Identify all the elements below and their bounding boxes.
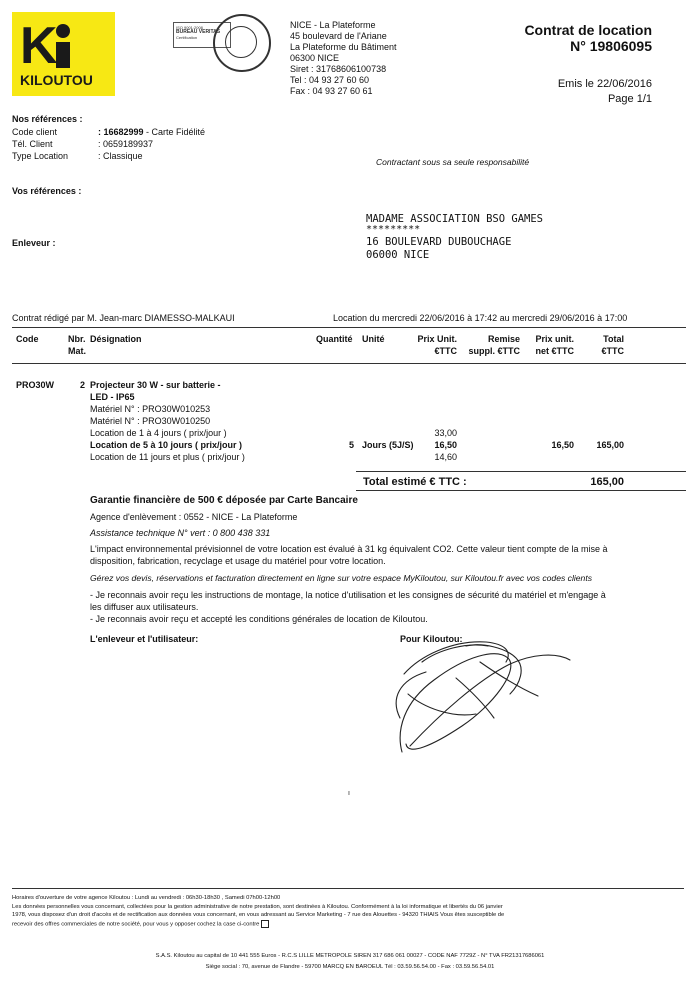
row-nbr: 2 [80,380,86,390]
contract-number: N° 19806095 [570,38,652,54]
guarantee: Garantie financière de 500 € déposée par Carte Bancaire [90,495,358,506]
our-references-heading: Nos références : [12,114,83,124]
certification-seal-icon [213,14,271,72]
company-info: S.A.S. Kiloutou au capital de 10 441 555 Euros - R.C.S LILLE METROPOLE SIREN 317 686 061 00027 - CODE NAF 7729Z - N° TVA FR21317686061 [155,953,545,959]
row-designation: Projecteur 30 W - sur batterie - [90,380,221,390]
row-net: 16,50 [551,440,574,450]
environmental-impact: L'impact environnemental prévisionnel de votre location est évalué à 31 kg équivalent CO2. Cette valeur tient compte de la mise à [90,544,608,554]
dot-mark: ı [348,790,350,797]
agency-name: NICE - La Plateforme [290,20,376,30]
client-city: 06000 NICE [366,249,430,261]
row-code: PRO30W [16,380,55,390]
row-quantite: 5 [348,440,354,450]
your-references-heading: Vos références : [12,186,82,196]
cert-line: BUREAU VERITAS [176,29,221,35]
row-total: 165,00 [596,440,624,450]
agency-tel: Tel : 04 93 27 60 60 [290,75,370,85]
agency-line: La Plateforme du Bâtiment [290,42,397,52]
acknowledge-instructions-2: les diffuser aux utilisateurs. [90,602,199,612]
col-unite: Unité [362,334,385,344]
logo-dot-icon [56,24,70,38]
kiloutou-logo [12,12,115,96]
agency-siret: Siret : 31768606100738 [290,64,387,74]
logo-bar-icon [56,42,70,68]
logo-word: KILOUTOU [20,72,93,88]
redacted-by: Contrat rédigé par M. Jean-marc DIAMESSO-MALKAUI [12,313,235,323]
col-net-unit: net €TTC [535,346,574,356]
table-header-rule [12,363,686,364]
row-designation-2: LED - IP65 [90,392,135,402]
col-total: Total [603,334,624,344]
marketing-optout-checkbox[interactable] [261,920,269,928]
client-tel-label: Tél. Client [12,139,53,149]
privacy-notice: Les données personnelles vous concernant, collectées pour la gestion administrative de notre prestation, sont destinées à Kiloutou. Conformément à la loi informatique et libertés du 06 janvier [12,904,503,910]
row-price-3: 14,60 [434,452,457,462]
col-quantite: Quantité [316,334,353,344]
col-mat: Mat. [68,346,86,356]
enleveur-label: Enleveur : [12,238,56,248]
location-type-value: : Classique [98,151,143,161]
total-rule-bottom [356,490,686,491]
agency-line: 06300 NICE [290,53,340,63]
contractant-note: Contractant sous sa seule responsabilité [376,157,530,167]
footer-rule [12,888,684,889]
header-rule [12,327,686,328]
row-unite: Jours (5J/S) [362,440,414,450]
client-street: 16 BOULEVARD DUBOUCHAGE [366,236,512,248]
pickup-agency: Agence d'enlèvement : 0552 - NICE - La Plateforme [90,512,298,522]
opening-hours: Horaires d'ouverture de votre agence Kiloutou : Lundi au vendredi : 06h30-18h30 , Samedi 07h00-12h00 [12,895,281,901]
col-net: Prix unit. [535,334,574,344]
agency-fax: Fax : 04 93 27 60 61 [290,86,373,96]
col-remise-unit: suppl. €TTC [468,346,520,356]
agency-line: 45 boulevard de l'Ariane [290,31,387,41]
emission-date: Emis le 22/06/2016 [557,78,652,90]
client-tel-value: : 0659189937 [98,139,154,149]
col-prix-unit: €TTC [434,346,457,356]
location-type-label: Type Location [12,151,69,161]
client-code-value: : 16682999 - Carte Fidélité [98,127,206,137]
client-name: MADAME ASSOCIATION BSO GAMES [366,213,544,225]
row-price-2: 16,50 [434,440,457,450]
agency-address [290,20,397,97]
rental-period: Location du mercredi 22/06/2016 à 17:42 au mercredi 29/06/2016 à 17:00 [333,313,628,323]
privacy-notice-2: 1978, vous disposez d'un droit d'accès et de rectification aux données vous concernant, en vous adressant au Service Marketing - 7 rue des Alouettes - 94320 THIAIS Vous êtes susceptible de [12,912,505,918]
col-code: Code [16,334,39,344]
row-tariff-1: Location de 1 à 4 jours ( prix/jour ) [90,428,227,438]
privacy-notice-3: recevoir des offres commerciales de notre société, pour vous y opposer cochez la case ci-contre [12,920,269,929]
row-materiel: Matériel N° : PRO30W010253 [90,404,211,414]
mykiloutou-note: Gérez vos devis, réservations et facturation directement en ligne sur votre espace MyKiloutou, sur Kiloutou.fr avec vos codes clients [90,573,593,583]
logo-mark: K [20,17,54,75]
row-tariff-2: Location de 5 à 10 jours ( prix/jour ) [90,440,243,450]
col-remise: Remise [487,334,520,344]
total-label: Total estimé € TTC : [363,476,467,488]
acknowledge-instructions: - Je reconnais avoir reçu les instructions de montage, la notice d'utilisation et les consignes de sécurité du matériel et m'engage à [90,590,606,600]
cert-line: ISO 9001:2008 [176,25,203,30]
signature-icon [360,634,610,766]
contract-title: Contrat de location [524,22,652,38]
col-nbr: Nbr. [68,334,86,344]
environmental-impact-2: disposition, fabrication, recyclage et usage du matériel pour votre location. [90,556,386,566]
client-code-label: Code client [12,127,58,137]
cert-line: Certification [176,35,198,40]
row-tariff-3: Location de 11 jours et plus ( prix/jour ) [90,452,245,462]
client-stars: ********* [366,224,421,235]
col-prix: Prix Unit. [417,334,457,344]
row-price-1: 33,00 [434,428,457,438]
row-materiel: Matériel N° : PRO30W010250 [90,416,211,426]
page-number: Page 1/1 [607,93,652,105]
total-value: 165,00 [590,476,624,488]
registered-office: Siège social : 70, avenue de Flandre - 59700 MARCQ EN BAROEUL Tél : 03.59.56.54.00 - Fax : 03.59.56.54.01 [205,964,495,970]
for-kiloutou-label: Pour Kiloutou: [400,634,463,644]
col-designation: Désignation [90,334,142,344]
acknowledge-conditions: - Je reconnais avoir reçu et accepté les conditions générales de location de Kiloutou. [90,614,428,624]
total-rule-top [356,471,686,472]
technical-assistance: Assistance technique N° vert : 0 800 438 331 [90,528,271,538]
enleveur-user-label: L'enleveur et l'utilisateur: [90,634,199,644]
col-total-unit: €TTC [601,346,624,356]
